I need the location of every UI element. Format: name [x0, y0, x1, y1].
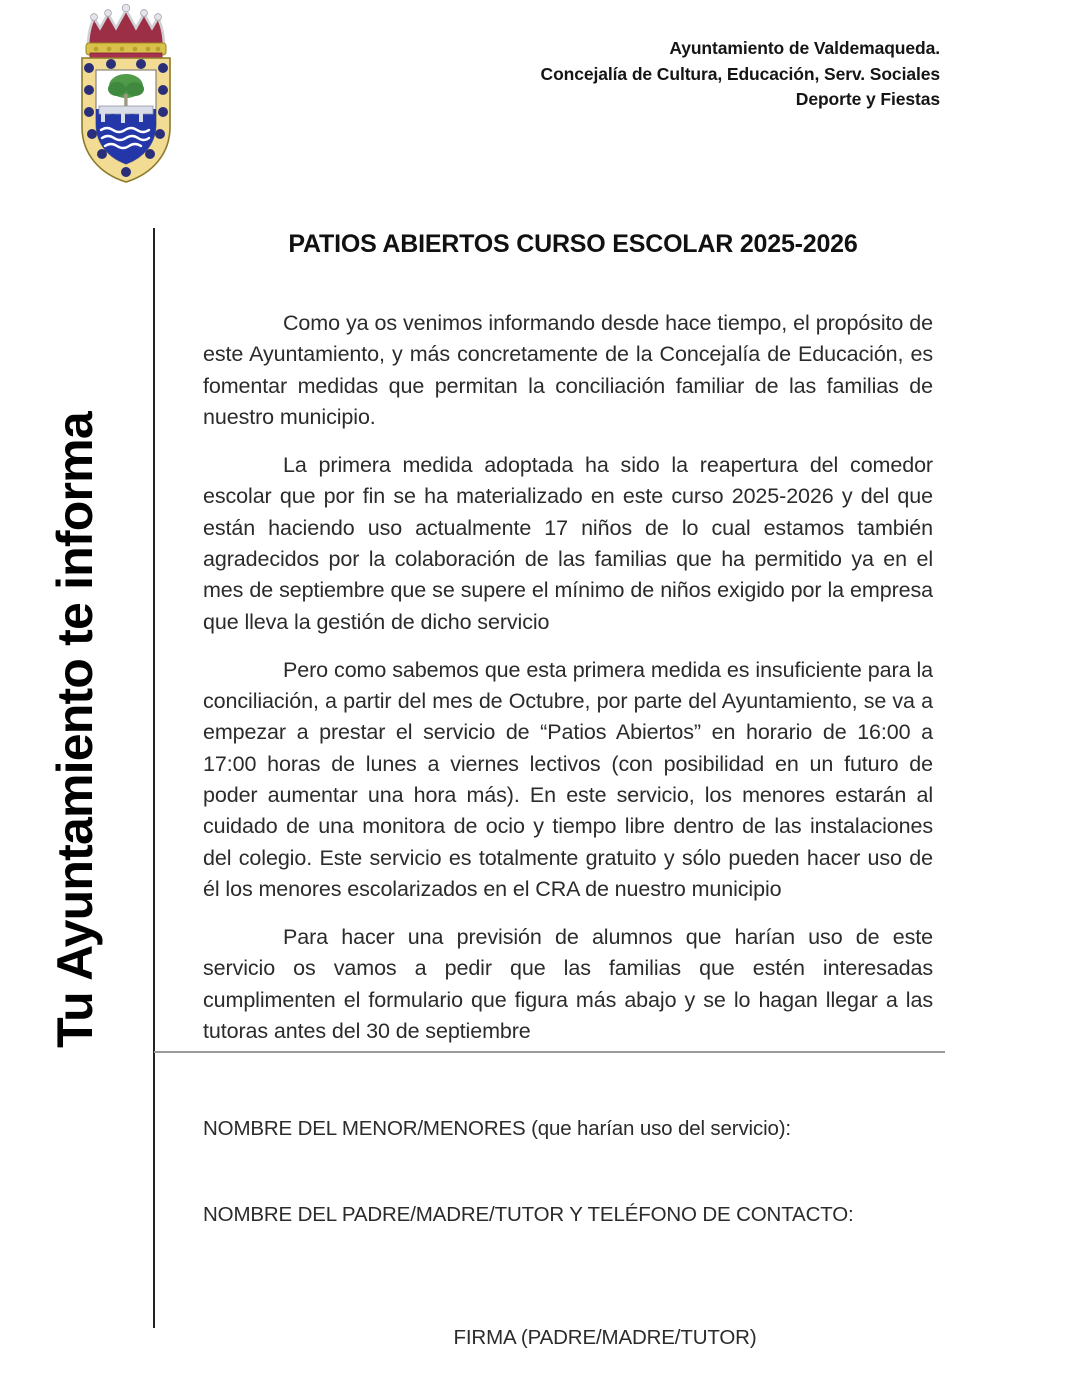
form-label-signature: FIRMA (PADRE/MADRE/TUTOR) — [453, 1326, 757, 1349]
form-label-parent-name-phone: NOMBRE DEL PADRE/MADRE/TUTOR Y TELÉFONO DE CONTACTO: — [203, 1203, 854, 1226]
header-line-2: Concejalía de Cultura, Educación, Serv. Sociales — [540, 63, 940, 84]
body-paragraph: Pero como sabemos que esta primera medida es insuficiente para la conciliación, a partir del mes de Octubre, por parte del Ayuntamiento, se va a empezar a prestar el servicio de “Patios Abiertos” en horario de 16:00 a 17:00 horas de lunes a viernes lectivos (con posibilidad en un futuro de poder aumentar una hora más). En este servicio, los menores estarán al cuidado de una monitora de ocio y tiempo libre dentro de las instalaciones del colegio. Este servicio es totalmente gratuito y sólo pueden hacer uso de él los menores escolarizados en el CRA de nuestro municipio — [203, 657, 933, 901]
form-label-minor-name: NOMBRE DEL MENOR/MENORES (que harían uso del servicio): — [203, 1117, 791, 1140]
header-line-3: Deporte y Fiestas — [795, 89, 940, 110]
vertical-divider — [153, 228, 155, 1328]
organisation-header — [430, 36, 940, 113]
page-title: PATIOS ABIERTOS CURSO ESCOLAR 2025-2026 — [288, 229, 858, 258]
header-line-1: Ayuntamiento de Valdemaqueda. — [669, 38, 940, 58]
body-paragraph: La primera medida adoptada ha sido la reapertura del comedor escolar que por fin se ha materializado en este curso 2025-2026 y del que están haciendo uso actualmente 17 niños de lo cual estamos también agradecidos por la colaboración de las familias que ha permitido ya en el mes de septiembre que se supere el mínimo de niños exigido por la empresa que lleva la gestión de dicho servicio — [203, 453, 933, 634]
document-body — [203, 308, 933, 1047]
section-divider — [154, 1051, 945, 1053]
sidebar-slogan: Tu Ayuntamiento te informa — [47, 412, 103, 1048]
body-paragraph: Como ya os venimos informando desde hace tiempo, el propósito de este Ayuntamiento, y más concretamente de la Concejalía de Educación, es fomentar medidas que permitan la conciliación familiar de las familias de nuestro municipio. — [203, 311, 933, 429]
coat-of-arms-icon — [68, 2, 184, 187]
sidebar-slogan-area — [0, 280, 150, 1180]
body-paragraph: Para hacer una previsión de alumnos que harían uso de este servicio os vamos a pedir que las familias que estén interesadas cumplimenten el formulario que figura más abajo y se lo hagan llegar a las tutoras antes del 30 de septiembre — [203, 925, 933, 1043]
